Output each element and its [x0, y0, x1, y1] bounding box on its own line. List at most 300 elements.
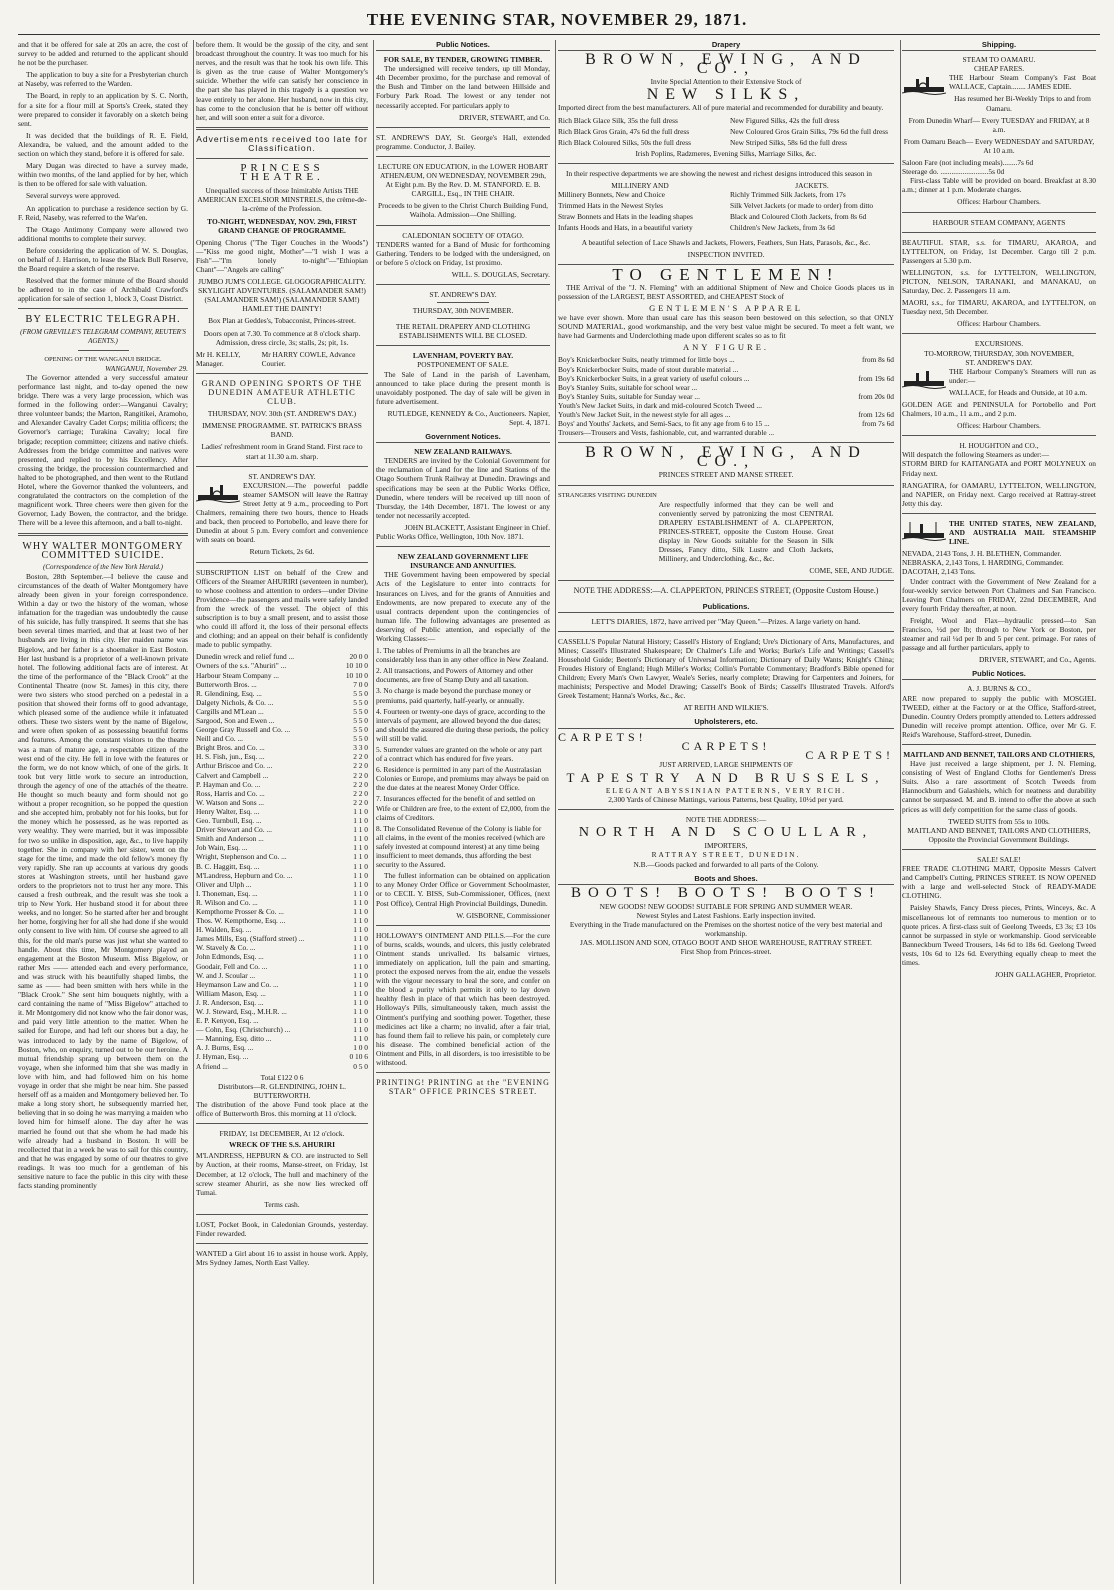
section-publications: Publications.: [558, 602, 894, 613]
boys-suit-row: [558, 383, 894, 392]
millinery-item: Infants Hoods and Hats, in a beautiful variety: [558, 223, 693, 233]
subscription-row: [196, 934, 368, 943]
maitland-footer: MAITLAND AND BENNET, TAILORS AND CLOTHIERS, Opposite the Provincial Government Buildings.: [907, 825, 1091, 844]
subscription-row: [196, 661, 368, 670]
caledonian-body: TENDERS wanted for a Band of Music for forthcoming Gathering. Tenders to be lodged with the undersigned, on or before 5 o'clock on Friday, 1st proximo.: [376, 239, 550, 267]
boys-suit-row: [558, 419, 894, 428]
subscription-row: [196, 925, 368, 934]
divider: [902, 212, 1096, 213]
silk-item: New Striped Silks, 58s 6d the full dress: [730, 137, 848, 147]
subscription-row-value: 1 1 0: [353, 1016, 368, 1026]
us-mail-line-text: THE UNITED STATES, NEW ZEALAND, AND AUSTRALIA MAIL STEAMSHIP LINE.: [949, 518, 1096, 547]
subscription-row: [196, 1062, 368, 1071]
late-ads-heading: Advertisements received too late for Classification.: [196, 133, 368, 153]
article-paragraph: and that it be offered for sale at 20s an acre, the cost of survey to be added and returned to the applicant should he not be the purchaser.: [18, 40, 188, 68]
boys-suit-row-value: from 19s 6d: [858, 373, 894, 383]
subscription-row-label: James Mills, Esq. (Stafford street) ...: [196, 934, 305, 944]
subscription-row: [196, 916, 368, 925]
friday-heading: FRIDAY, 1st DECEMBER, At 12 o'clock.: [219, 1129, 345, 1139]
divider: [196, 562, 368, 563]
grand-sports-programme: IMMENSE PROGRAMME. ST. PATRICK'S BRASS BAND.: [202, 421, 362, 440]
millinery-item: Trimmed Hats in the Newest Styles: [558, 201, 664, 211]
excursions: EXCURSIONS.: [974, 339, 1024, 349]
beautiful-star: BEAUTIFUL STAR, s.s. for TIMARU, AKAROA, and LYTTELTON, on Friday, 1st December. Cargo till 2 p.m. Passengers at 5.30 p.m.: [902, 237, 1096, 265]
subscription-row-value: 1 1 0: [353, 843, 368, 853]
lavenham-body: The Sale of Land in the parish of Lavenham, announced to take place during the present month is unavoidably postponed. The day of sale will be given in future advertisement.: [376, 369, 550, 406]
divider: [18, 308, 188, 309]
grand-sports-heading: GRAND OPENING SPORTS OF THE DUNEDIN AMATEUR ATHLETIC CLUB.: [201, 377, 363, 407]
subscription-row: [196, 825, 368, 834]
subscription-row: [196, 1043, 368, 1052]
subscription-row-label: R. Wilson and Co. ...: [196, 897, 258, 907]
from-oamaru: From Oamaru Beach— Every WEDNESDAY and SATURDAY, At 10 a.m.: [903, 136, 1095, 155]
divider: [558, 580, 894, 581]
article-paragraph: Several surveys were approved.: [26, 191, 120, 201]
millinery-item: Millinery Bonnets, New and Choice: [558, 190, 665, 200]
subscription-row-label: — Cohn, Esq. (Christchurch) ...: [196, 1025, 291, 1035]
divider: [376, 156, 550, 157]
thursday: THURSDAY, 30th NOVEMBER.: [412, 306, 514, 316]
subscription-row-value: 10 10 0: [345, 670, 368, 680]
steamer-icon: [902, 367, 946, 389]
divider: [78, 350, 129, 351]
montgomery-subheading: (Correspondence of the New York Herald.): [42, 562, 164, 571]
boys-suit-row-value: from 12s 6d: [858, 410, 894, 419]
retail-closed: THE RETAIL DRAPERY AND CLOTHING ESTABLISHMENTS WILL BE CLOSED.: [395, 322, 531, 341]
subscription-row: [196, 698, 368, 707]
wellington-steamer: WELLINGTON, s.s. for LYTTELTON, WELLINGTON, PICTON, NELSON, TARANAKI, and MANAKAU, on Saturday, Dec. 2. Passengers 11 a.m.: [902, 267, 1096, 296]
caledonian-signature: WILL. S. DOUGLAS, Secretary.: [451, 269, 550, 279]
telegraph-source: (FROM GREVILLE'S TELEGRAM COMPANY, REUTER'S AGENTS.): [20, 327, 186, 345]
silks-list-left: [558, 116, 722, 149]
jackets-heading: JACKETS.: [795, 181, 829, 191]
under-contract: Under contract with the Government of New Zealand for a four-weekly service between Port Chalmers and San Francisco. Leaving Port Chalmers on FRIDAY, 22nd DECEMBER, And every fourth Friday thereafter, at noon.: [902, 576, 1096, 613]
dacotah: DACOTAH, 2,143 Tons.: [902, 567, 976, 577]
subscription-row-label: Cargills and M'Lean ...: [196, 706, 264, 716]
inspection-invited: INSPECTION INVITED.: [687, 249, 765, 259]
divider: [376, 925, 550, 926]
silk-item: Rich Black Coloured Silks, 50s the full dress: [558, 137, 692, 147]
life-insurance-tail: The fullest information can be obtained on application to any Money Order Office or Government Schoolmaster, or to CECIL Y. BISS, Sub-Commissioner, Offices, (next Post Office), Central High Provincial Buildings, Dunedin.: [376, 871, 550, 908]
millinery-item: Straw Bonnets and Hats in the leading shapes: [558, 212, 693, 222]
wreck-heading: WRECK OF THE S.S. AHURIRI: [229, 1140, 335, 1150]
excursion-ad: [196, 481, 368, 545]
lace-shawls: A beautiful selection of Lace Shawls and Jackets, Flowers, Feathers, Sun Hats, Parasols, &c., &c.: [581, 237, 871, 247]
subscription-row-label: H. S. Fish, jun., Esq. ...: [196, 752, 265, 762]
grand-sports-date: THURSDAY, NOV. 30th (ST. ANDREW'S DAY.): [207, 409, 357, 419]
first-shop: First Shop from Princes-street.: [680, 947, 772, 957]
tender-body: The undersigned will receive tenders, up till Monday, 4th December proximo, for the purchase and removal of the Bush and Timber on the land between Hillside and Forbury Park Road. The lowest or any tender not necessarily accepted. For particulars apply to: [376, 64, 550, 110]
subscription-row-label: Dalgety Nichols, & Co. ...: [196, 697, 274, 707]
life-insurance-item: 4. Fourteen or twenty-one days of grace, according to the intervals of payment, are allowed beyond the due dates; and should the assured die during these periods, the policy will still be valid.: [376, 706, 549, 743]
silks-list-right: [730, 116, 894, 149]
rangatira: RANGATIRA, for OAMARU, LYTTELTON, WELLINGTON, and NAPIER, on Friday next. Cargo received at Rattray-street Jetty this day.: [902, 480, 1096, 508]
wanganui-heading: OPENING OF THE WANGANUI BRIDGE.: [44, 355, 162, 363]
subscription-row-value: 1 1 0: [353, 816, 368, 826]
abyssinian-patterns: ELEGANT ABYSSINIAN PATTERNS, VERY RICH.: [605, 786, 847, 795]
subscription-row: [196, 834, 368, 843]
divider: [196, 1214, 368, 1215]
harbour-steamers-text: THE Harbour Company's Steamers will run as under:—: [949, 366, 1096, 385]
boys-suit-row-label: Boy's Knickerbocker Suits, in a great variety of useful colours ...: [558, 373, 750, 383]
subscription-row-label: A. J. Burns, Esq. ...: [196, 1043, 254, 1053]
steamer-icon: [902, 519, 946, 541]
brown-ewing-heading: BROWN, EWING, AND CO.,: [585, 51, 867, 78]
subscription-row-value: 1 1 0: [353, 916, 368, 926]
gentlemen-body: THE Arrival of the "J. N. Fleming" with an additional Shipment of New and Choice Goods places us in possession of the LARGEST, BEST ASSORTED, and CHEAPEST Stock of: [558, 282, 894, 301]
divider: [376, 345, 550, 346]
subscription-row-value: 2 2 0: [353, 752, 368, 762]
tomorrow: TO-MORROW, THURSDAY, 30th NOVEMBER,: [924, 348, 1074, 358]
millinery-list: [558, 190, 722, 234]
subscription-row-value: 1 1 0: [353, 1034, 368, 1044]
everything-in-trade: Everything in the Trade manufactured on the Premises on the shortest notice of the very best material and workmanship.: [569, 920, 883, 939]
subscription-row: [196, 725, 368, 734]
subscription-row-label: Bright Bros. and Co. ...: [196, 743, 265, 753]
offices-2: Offices: Harbour Chambers.: [957, 319, 1041, 329]
boys-suit-row-label: Boy's Knickerbocker Suits, neatly trimmed for little boys ...: [558, 355, 735, 365]
masthead-rule: [18, 34, 1100, 35]
boys-suit-row: [558, 374, 894, 383]
printing-ad: PRINTING! PRINTING at the "EVENING STAR" OFFICE PRINCES STREET.: [376, 1078, 550, 1097]
subscription-row-label: Job Wain, Esq. ...: [196, 843, 248, 853]
st-andrews-day: ST. ANDREW'S DAY.: [429, 289, 497, 299]
section-government-notices: Government Notices.: [376, 432, 550, 443]
rattray-street: RATTRAY STREET, DUNEDIN.: [651, 850, 801, 860]
wanted-ad: WANTED a Girl about 16 to assist in house work. Apply, Mrs Sydney James, North East Valley.: [196, 1249, 368, 1268]
subscription-row-value: 1 1 0: [353, 906, 368, 916]
wanganui-dateline: WANGANUI, November 29.: [105, 363, 188, 373]
chinese-mattings: 2,300 Yards of Chinese Mattings, various Patterns, best Quality, 10½d per yard.: [608, 795, 844, 805]
subscription-row: [196, 943, 368, 952]
subscription-row-label: W. J. Steward, Esq., M.H.R. ...: [196, 1007, 287, 1016]
masthead: THE EVENING STAR, NOVEMBER 29, 1871.: [366, 10, 748, 29]
boys-suit-row-label: Boy's Stanley Suits, suitable for Sunday wear ...: [558, 391, 700, 401]
importers: IMPORTERS,: [704, 841, 748, 851]
boys-suit-row-label: Boys' and Youths' Jackets, and Semi-Sacs, to fit any age from 6 to 15 ...: [558, 419, 770, 429]
harbour-steamers-ad: [902, 367, 1096, 385]
life-insurance-body: THE Government having been empowered by special Acts of the Legislature to enter into contracts for Insurances on Lives, and for the grants of Annuities and Endowments, are now prepared to execute any of the usual contracts dependent upon the contingencies of human life. The following advantages are presented as deserving of Public attention, and especially of the Working Classes:—: [376, 570, 550, 643]
subscription-row-value: 1 1 0: [353, 806, 368, 816]
montgomery-heading: WHY WALTER MONTGOMERY COMMITTED SUICIDE.: [22, 540, 184, 561]
st-andrews: ST. ANDREW'S DAY.: [965, 357, 1033, 367]
subscription-row-label: George Gray Russell and Co. ...: [196, 725, 291, 735]
lecture-body: Proceeds to be given to the Christ Church Building Fund, Waihola. Admission—One Shilling.: [378, 201, 548, 220]
brown-ewing-address: PRINCES STREET AND MANSE STREET.: [658, 470, 794, 480]
life-insurance-signature: W. GISBORNE, Commissioner: [456, 910, 550, 920]
subscription-row: [196, 889, 368, 898]
divider: [558, 163, 894, 164]
boots-heading: BOOTS! BOOTS! BOOTS!: [570, 884, 881, 901]
column-1: [18, 40, 194, 1584]
subscription-row-label: I. Thoneman, Esq. ...: [196, 888, 258, 898]
subscription-row-label: W. Stavely & Co. ...: [196, 943, 256, 953]
boys-suit-row: [558, 401, 894, 410]
subscription-row-label: Smith and Anderson ...: [196, 834, 264, 844]
boys-suit-row: [558, 428, 894, 437]
st-andrews-heading: ST. ANDREW'S DAY.: [248, 471, 316, 481]
divider: [902, 333, 1096, 334]
subscription-row: [196, 761, 368, 770]
princess-theatre-heading: PRINCESS THEATRE.: [240, 162, 324, 184]
gentlemen-body-2: we have ever shown. More than usual care has this season been bestowed on this selection, so that ONLY SOUND MATERIAL, good workmanship, and the very best value might be secured. To meet a felt want, we have had Garments and Underclothing made upon different scales so as to fit: [558, 313, 894, 341]
wanganui-body: The Governor attended a very successful amateur performance last night, and to-day opened the new bridge. There was a very large procession, which was formed in the following order:—Wanganui Cavalry; three volunteer bands; the Marton, Rangitikei, Aramoho, and Alexander Cavalry Cadet Corps; militia officers; the Governor's carriage; Turakina Cavalry; local fire brigade; reception committee; citizens and native chiefs. Addresses from the bridge committee and natives were presented, and replied to by his Excellency. After crossing the bridge, the procession countermarched and halted to be photographed, and then went to the Rutland Hotel, where the Governor thanked the volunteers, and congratulated the contractors on the completion of the magnificent work. Three cheers were then given for the Governor, Lady Bowen, the contractor, and the bridge. There will be a levee this afternoon, and a ball to-night.: [18, 372, 188, 528]
article-paragraph: The application to buy a site for a Presbyterian church at Naseby, was referred to the Warden.: [18, 70, 188, 89]
millinery-jackets-list: [558, 190, 894, 234]
steerage-fare: Steerage do. ..........................5s 0d: [902, 167, 1005, 177]
railways-date: Public Works Office, Wellington, 10th Nov. 1871.: [376, 532, 524, 542]
wallace-ad: [902, 73, 1096, 91]
subscription-row-value: 1 1 0: [353, 897, 368, 907]
subscription-row-label: Goodair, Fell and Co. ...: [196, 961, 268, 971]
steamer-icon: [196, 481, 240, 503]
article-paragraph: Mary Dugan was directed to have a survey made, within two months, of the land applied for by her, which is then to be offered for sale with valuation.: [18, 161, 188, 189]
gentlemens-apparel: GENTLEMEN'S APPAREL: [649, 302, 803, 313]
manager-name: Mr H. KELLY, Manager.: [196, 349, 241, 368]
subscription-row-value: 1 1 0: [353, 852, 368, 862]
subscription-row: [196, 1025, 368, 1034]
subscription-row-label: — Manning, Esq. ditto ...: [196, 1034, 272, 1044]
subscription-row-label: Wright, Stephenson and Co. ...: [196, 852, 287, 862]
lecture-heading: LECTURE ON EDUCATION, in the LOWER HOBART ATHENÆUM, ON WEDNESDAY, NOVEMBER 29th, At Eight p.m. By the Rev. D. M. STANFORD. E. B. CARGILL, Esq., IN THE CHAIR.: [377, 161, 549, 199]
clapperton-body: Are respectfully informed that they can be well and conveniently served by patronizing the most CENTRAL DRAPERY ESTABLISHMENT of A. CLAPPERTON, PRINCES-STREET, opposite the Custom House. Great display in New Goods suitable for the Season in Silk Dresses, Fancy ditto, Silk Lustre and Cloth Jackets, Millinery, and Underclothing, &c., &c.: [658, 499, 834, 564]
subscription-row-value: 1 1 0: [353, 979, 368, 989]
subscription-row-label: Henry Walter, Esq. ...: [196, 806, 260, 816]
steam-to-oamaru: STEAM TO OAMARU.: [962, 55, 1036, 65]
subscription-row-value: 5 5 0: [353, 697, 368, 707]
clapperton-come: COME, SEE, AND JUDGE.: [809, 566, 894, 576]
sale-heading: SALE! SALE!: [977, 854, 1021, 864]
subscription-row: [196, 780, 368, 789]
life-insurance-item: 6. Residence is permitted in any part of the Australasian Colonies or Europe, and premiums may always be paid on the due dates at the nearest Money Order Office.: [376, 765, 549, 793]
section-public-notices: Public Notices.: [376, 40, 550, 51]
life-insurance-item: 5. Surrender values are granted on the whole or any part of a contract which has endured for five years.: [376, 745, 543, 764]
subscription-row: [196, 771, 368, 780]
subscription-row: [196, 652, 368, 661]
divider: [437, 318, 489, 319]
boys-suit-row: [558, 410, 894, 419]
subscription-row-label: Driver Stewart and Co. ...: [196, 825, 272, 835]
life-insurance-item: 2. All transactions, and Powers of Attorney and other documents, are free of Stamp Duty and all taxation.: [376, 666, 533, 685]
tender-signature: DRIVER, STEWART, and Co.: [459, 112, 550, 122]
nevada: NEVADA, 2143 Tons, J. H. BLETHEN, Commander.: [902, 549, 1062, 559]
life-insurance-item: 8. The Consolidated Revenue of the Colony is liable for all claims, in the event of the monies received (which are safely invested at compound interest) at any time being insufficient to meet demands, thus affording the best security to the Assured.: [376, 823, 545, 870]
subscription-row-label: Dunedin wreck and relief fund ...: [196, 652, 295, 662]
subscription-row: [196, 689, 368, 698]
brown-ewing-heading-2: BROWN, EWING, AND CO.,: [585, 444, 867, 471]
houghton: H. HOUGHTON and CO.,: [959, 441, 1039, 451]
subscription-row: [196, 1052, 368, 1061]
subscription-row-value: 1 1 0: [353, 879, 368, 889]
subscription-row: [196, 1016, 368, 1025]
note-address: NOTE THE ADDRESS:—: [685, 815, 767, 825]
boys-suit-row-value: from 7s 6d: [861, 419, 894, 429]
article-paragraph: Before considering the application of W. S. Douglas, on behalf of J. Harrison, to lease the Black Bull Reserve, the Board require a sketch of the reserve.: [18, 245, 188, 274]
article-paragraph: The Board, in reply to an application by S. C. North, for a site for a flour mill at Sports's Creek, stated they were prepared to consider it favorably on a sketch being sent.: [18, 91, 188, 128]
life-insurance-item: 1. The tables of Premiums in all the branches are considerably less than in any other office in New Zealand.: [376, 646, 549, 665]
life-insurance-heading: NEW ZEALAND GOVERNMENT LIFE INSURANCE AND ANNUITIES.: [397, 552, 529, 571]
subscription-row-value: 1 1 0: [353, 861, 368, 871]
railways-body: TENDERS are invited by the Colonial Government for the reclamation of Land for the line and Stations of the Otago Southern Trunk Railway at Dunedin. Drawings and specifications may be seen at the Public Works Office, Dunedin, where tenders will be received up till noon of Thursday, the 14th December, 1871. The lowest or any tender not necessarily accepted.: [376, 456, 550, 520]
divider: [376, 284, 550, 285]
subscription-row-value: 1 1 0: [353, 925, 368, 935]
subscription-row-label: Butterworth Bros. ...: [196, 679, 257, 689]
subscription-row: [196, 980, 368, 989]
subscription-row-value: 1 1 0: [353, 870, 368, 880]
north-scoullar: NORTH AND SCOULLAR,: [578, 825, 874, 841]
subscription-row-label: W. Watson and Sons ...: [196, 797, 264, 807]
offices-3: Offices: Harbour Chambers.: [957, 421, 1041, 431]
nebraska: NEBRASKA, 2,143 Tons, I. HARDING, Commander.: [902, 558, 1064, 568]
tweed-suits: TWEED SUITS from 55s to 100s.: [948, 816, 1050, 826]
subscription-row-value: 2 2 0: [353, 779, 368, 789]
princess-acts: JUMBO JUM'S COLLEGE. GLOGOGRAPHICALITY. SKYLIGHT ADVENTURES. (SALAMANDER SAM!) (SALAMANDER SAM!) (SALAMANDER SAM!) HAMLET THE DAINTY!: [198, 277, 366, 314]
subscription-row-label: Owners of the s.s. "Ahuriri" ...: [196, 661, 287, 671]
boys-suit-row-label: Boy's Stanley Suits, suitable for school wear ...: [558, 382, 698, 392]
silk-item: Rich Black Glace Silk, 35s the full dress: [558, 115, 678, 125]
harbour-steam-agents: HARBOUR STEAM COMPANY, AGENTS: [932, 217, 1066, 227]
subscription-row-value: 1 1 0: [353, 1025, 368, 1035]
section-upholsterers: Upholsterers, etc.: [558, 717, 894, 728]
burns-body: ARE now prepared to supply the public with MOSGIEL TWEED, either at the Factory or at the Office, Stafford-street, Dunedin. Country Orders promptly attended to. Letters addressed Dunedin will receive prompt attention. Office, over Mr G. F. Reid's Warehouse, Stafford-street, Dunedin.: [902, 693, 1096, 739]
divider: [376, 127, 550, 128]
any-figure: ANY FIGURE.: [682, 342, 770, 353]
advance-courier-name: Mr HARRY COWLE, Advance Courier.: [261, 349, 356, 368]
subscription-row-label: H. Walden, Esq. ...: [196, 925, 252, 935]
subscription-row-value: 2 2 0: [353, 770, 368, 780]
section-shipping: Shipping.: [902, 40, 1096, 51]
telegraph-heading: BY ELECTRIC TELEGRAPH.: [25, 314, 181, 326]
subscription-row-label: Arthur Briscoe and Co. ...: [196, 761, 273, 771]
subscription-row-value: 1 1 0: [353, 834, 368, 844]
subscription-body: SUBSCRIPTION LIST on behalf of the Crew and Officers of the Steamer AHURIRI (seventeen in number), to whose coolness and attention to orders—under Divine Providence—the passengers and mails were safely landed from the wreck of the vessel. The object of this subscription is to buy a small present, and to assist those who could ill afford it, the loss of their personal effects and clothing; and an appeal on their behalf is confidently made to public sympathy.: [196, 567, 368, 650]
subscription-row-value: 0 5 0: [353, 1061, 368, 1071]
subscription-row: [196, 680, 368, 689]
divider: [196, 466, 368, 467]
divider: [376, 546, 550, 547]
silk-item: New Figured Silks, 42s the full dress: [730, 115, 840, 125]
jacket-item: Silk Velvet Jackets (or made to order) from ditto: [730, 201, 874, 211]
subscription-row: [196, 962, 368, 971]
new-silks-heading: NEW SILKS,: [646, 86, 806, 104]
subscription-row-value: 1 1 0: [353, 970, 368, 980]
boys-suit-row-label: Youth's New Jacket Suit, in the newest style for all ages ...: [558, 410, 731, 419]
new-goods: NEW GOODS! NEW GOODS! SUITABLE FOR SPRING AND SUMMER WEAR.: [599, 901, 853, 911]
newest-styles: Newest Styles and Latest Fashions. Early inspection invited.: [636, 910, 816, 920]
divider: [902, 232, 1096, 233]
subscription-row-value: 7 0 0: [353, 679, 368, 689]
mollison: JAS. MOLLISON AND SON, OTAGO BOOT AND SHOE WAREHOUSE, RATTRAY STREET.: [579, 938, 873, 948]
subscription-row-label: Ross, Harris and Co. ...: [196, 788, 265, 798]
subscription-row-value: 5 5 0: [353, 725, 368, 735]
subscription-row-label: J. R. Anderson, Esq. ...: [196, 997, 264, 1007]
subscription-row-label: W. and J. Scoular ...: [196, 970, 256, 980]
boys-suit-row-label: Youth's New Jacket Suits, in dark and mid-coloured Scotch Tweed ...: [558, 400, 762, 410]
subscription-note: The distribution of the above Fund took place at the office of Butterworth Bros. this morning at 11 o'clock.: [196, 1099, 368, 1119]
subscription-row-label: Kempthorne Prosser & Co. ...: [196, 906, 284, 916]
divider: [902, 435, 1096, 436]
boys-suit-row-label: Boy's Knickerbocker Suits, made of stout durable material ...: [558, 364, 739, 374]
steamer-icon: [902, 73, 946, 95]
divider: [437, 302, 489, 303]
subscription-list: [196, 652, 368, 1070]
column-5: [902, 40, 1096, 1584]
jacket-item: Children's New Jackets, from 3s 6d: [730, 223, 835, 233]
subscription-row: [196, 1034, 368, 1043]
subscription-row: [196, 1007, 368, 1016]
gallagher: JOHN GALLAGHER, Proprietor.: [995, 970, 1096, 980]
clapperton-address: NOTE THE ADDRESS:—A. CLAPPERTON, PRINCES STREET, (Opposite Custom House.): [573, 586, 879, 596]
princess-chorus: Opening Chorus ("The Tiger Couches in the Woods")—"Kiss me good night, Mother"—"I wish I was a Fish"—"I'm lonely to-night"—"Ethiopian Chant"—"Angels are calling": [196, 237, 368, 274]
princess-tonight: TO-NIGHT, WEDNESDAY, NOV. 29th, FIRST GRAND CHANGE OF PROGRAMME.: [207, 216, 357, 235]
cheap-fares: CHEAP FARES.: [973, 64, 1025, 74]
free-trade-mart: FREE TRADE CLOTHING MART, Opposite Messrs Calvert and Campbell's Cutting, PRINCES STREET. IS NOW OPENED with a large and well-selected Stock of READY-MADE CLOTHING.: [902, 864, 1096, 901]
golden-age: GOLDEN AGE and PENINSULA for Portobello and Port Chalmers, 10 a.m., 11 a.m., and 2 p.m.: [902, 400, 1096, 419]
subscription-row: [196, 843, 368, 852]
divider: [196, 373, 368, 374]
subscription-row-value: 1 1 0: [353, 1007, 368, 1016]
subscription-row-value: 1 1 0: [353, 997, 368, 1007]
subscription-row-value: 2 2 0: [353, 788, 368, 798]
boys-suit-row-value: from 20s 0d: [858, 391, 894, 401]
life-insurance-items: [376, 646, 550, 869]
wreck-body: M'LANDRESS, HEPBURN & CO. are instructed to Sell by Auction, at their rooms, Manse-street, on Friday, 1st December, at 12 o'clock, The hull and machinery of the screw steamer Ahuriri, as she now lies wrecked off Tumai.: [196, 1151, 368, 1197]
first-class-table: First-class Table will be provided on board. Breakfast at 8.30 a.m.; dinner at 1 p.m. Moderate charges.: [902, 176, 1096, 195]
subscription-row-value: 5 5 0: [353, 688, 368, 698]
subscription-row-value: 10 10 0: [345, 661, 368, 671]
railways-heading: NEW ZEALAND RAILWAYS.: [414, 447, 512, 457]
tapestry-brussels: TAPESTRY AND BRUSSELS,: [566, 769, 886, 785]
silk-item: Rich Black Gros Grain, 47s 6d the full dress: [558, 126, 690, 136]
subscription-row-label: John Edmonds, Esq. ...: [196, 952, 264, 962]
subscription-row-value: 1 1 0: [353, 961, 368, 971]
offices-1: Offices: Harbour Chambers.: [957, 197, 1041, 207]
lost-ad: LOST, Pocket Book, in Caledonian Grounds, yesterday. Finder rewarded.: [196, 1219, 368, 1238]
jackets-list: [730, 190, 894, 234]
wallace-text: THE Harbour Steam Company's Fast Boat WALLACE, Captain........ JAMES EDIE.: [949, 73, 1096, 92]
maitland-heading: MAITLAND AND BENNET, TAILORS AND CLOTHIERS,: [903, 750, 1095, 759]
excursion-body: EXCURSION.—The powerful paddle steamer SAMSON will leave the Rattray Street Jetty at 9 a.m., proceeding to Port Chalmers, remaining there two hours, thence to Heads and back, then proceed to Portobello, and leave there for Dunedin at about 5 p.m. Every comfort and convenience with seats on board.: [196, 480, 368, 545]
subscription-row-value: 1 1 0: [353, 943, 368, 953]
subscription-row-label: Calvert and Campbell ...: [196, 770, 269, 780]
section-public-notices-2: Public Notices.: [902, 669, 1096, 680]
carpets-heading-2: CARPETS!: [681, 738, 771, 753]
maitland-body: Have just received a large shipment, per J. N. Fleming, consisting of West of England Cloths for Gentlemen's Dress Suits. Also a rare assortment of Scotch Tweeds from Hannockburn and Galashiels, which for neatness and durability cannot be surpassed. M. and B. intend to offer the above at such prices as will defy competition for the same class of goods.: [902, 759, 1096, 814]
princess-body: Unequalled success of those Inimitable Artists THE AMERICAN EXCELSIOR MINSTRELS, the crème-de-la-crème of the Profession.: [197, 186, 367, 214]
carpets-heading-1: CARPETS!: [558, 729, 647, 744]
subscription-row: [196, 743, 368, 752]
just-arrived: JUST ARRIVED, LARGE SHIPMENTS OF: [659, 759, 793, 769]
subscription-row: [196, 971, 368, 980]
lavenham-sub: POSTPONEMENT OF SALE.: [417, 360, 509, 370]
burns-heading: A. J. BURNS & CO.,: [967, 684, 1031, 694]
divider: [558, 631, 894, 632]
north-scoullar-nb: N.B.—Goods packed and forwarded to all parts of the Colony.: [633, 859, 819, 869]
column-4: [558, 40, 901, 1584]
divider: [376, 225, 550, 226]
lavenham-signature: RUTLEDGE, KENNEDY & Co., Auctioneers. Napier, Sept. 4, 1871.: [387, 408, 550, 427]
divider: [558, 485, 894, 486]
boys-suits-list: [558, 355, 894, 437]
boys-suit-row: [558, 355, 894, 364]
subscription-row: [196, 852, 368, 861]
subscription-row: [196, 752, 368, 761]
article-paragraph: Resolved that the former minute of the Board should be adhered to in the case of Archibald Crawford's application for sale of section 1, block 3, Coast District.: [18, 276, 188, 304]
boys-suit-row: [558, 365, 894, 374]
letts-diaries: LETT'S DIARIES, 1872, have arrived per "May Queen."—Prizes. A large variety on hand.: [591, 616, 861, 626]
section-drapery: Drapery: [558, 40, 894, 51]
millinery-jackets-heading: [558, 181, 894, 190]
